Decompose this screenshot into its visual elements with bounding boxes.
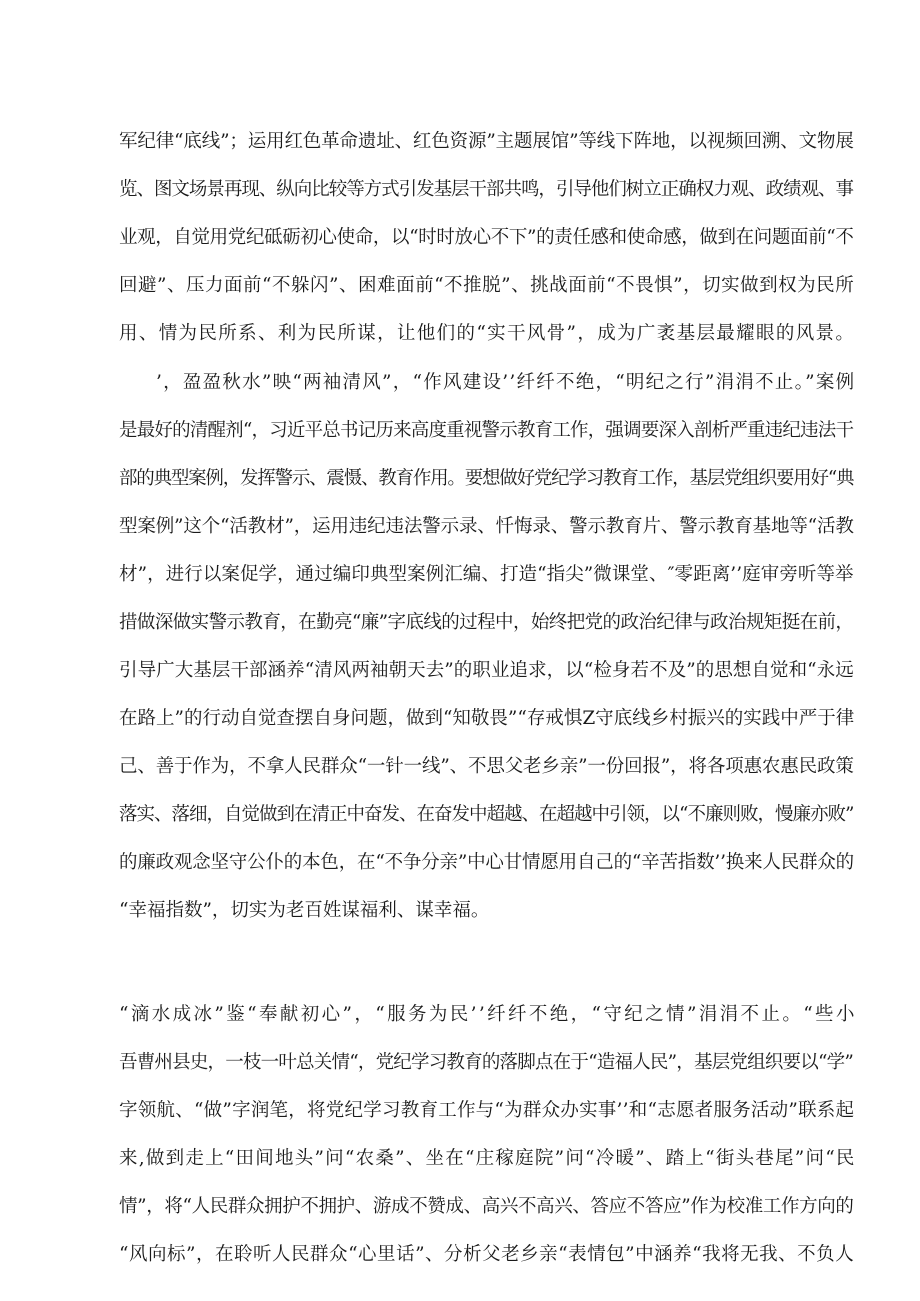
paragraph-3-line-2: 吾曹州县史，一枝一叶总关情“，党纪学习教育的落脚点在于“造福人民”，基层党组织要以“学” — [119, 1052, 853, 1073]
paragraph-3-line-5: 情”，将“人民群众拥护不拥护、游成不赞成、高兴不高兴、答应不答应”作为校准工作方向的 — [119, 1196, 854, 1217]
paragraph-3-line-1: “滴水成冰”鉴“奉献初心”，“服务为民’’纤纤不绝，“守纪之情”涓涓不止。“些小 — [119, 1004, 857, 1025]
paragraph-2-line-7: 引导广大基层干部涵养“清风两袖朝天去”的职业追求，以“检身若不及”的思想自觉和“永远 — [119, 660, 854, 681]
paragraph-1-line-2: 览、图文场景再现、纵向比较等方式引发基层干部共鸣，引导他们树立正确权力观、政绩观、事 — [119, 179, 853, 200]
paragraph-1-line-5: 用、情为民所系、利为民所谋，让他们的“实干风骨”，成为广袤基层最耀眼的风景。 — [119, 323, 856, 344]
paragraph-2-line-6: 措做深做实警示教育，在勤亮“廉”字底线的过程中，始终把党的政治纪律与政治规矩挺在前， — [119, 612, 854, 633]
paragraph-2-line-2: 是最好的清醒剂“，习近平总书记历来高度重视警示教育工作，强调要深入剖析严重违纪违法干 — [119, 420, 854, 441]
paragraph-2-line-5: 材”，进行以案促学，通过编印典型案例汇编、打造“指尖”微课堂、″零距离’’庭审旁听等举 — [119, 564, 854, 585]
paragraph-1-line-3: 业观，自觉用党纪砥砺初心使命，以“时时放心不下”的责任感和使命感，做到在问题面前“不 — [119, 227, 854, 248]
paragraph-1-line-1: 军纪律“底线”；运用红色革命遗址、红色资源”主题展馆”等线下阵地，以视频回溯、文物展 — [119, 131, 854, 152]
paragraph-3-line-3: 字领航、“做”字润笔，将党纪学习教育工作与“为群众办实事’’和“志愿者服务活动”联系起 — [119, 1100, 855, 1121]
paragraph-3-line-6: “风向标”，在聆听人民群众“心里话”、分析父老乡亲“表情包”中涵养“我将无我、不负人 — [119, 1244, 855, 1265]
paragraph-2-line-1: ’，盈盈秋水”映“两袖清风”，“作风建设’’纤纤不绝，“明纪之行”涓涓不止。”案例 — [156, 372, 856, 393]
paragraph-1-line-4: 回避”、压力面前“不躲闪”、困难面前“不推脱”、挑战面前“不畏惧”，切实做到权为民所 — [119, 275, 855, 296]
paragraph-2-line-12: “幸福指数”，切实为老百姓谋福利、谋幸福。 — [119, 900, 490, 921]
paragraph-2-line-4: 型案例”这个“活教材”，运用违纪违法警示录、忏悔录、警示教育片、警示教育基地等“活教 — [119, 516, 854, 537]
paragraph-2-line-10: 落实、落细，自觉做到在清正中奋发、在奋发中超越、在超越中引领，以“不廉则败，慢廉亦败” — [119, 804, 854, 825]
paragraph-2-line-11: 的廉政观念坚守公仆的本色，在“不争分亲”中心甘情愿用自己的“辛苦指数’’换来人民群众的 — [119, 852, 854, 873]
paragraph-3-line-4: 来,做到走上“田间地头”问“农桑”、坐在“庄稼庭院”问“冷暖”、踏上“街头巷尾”问“民 — [119, 1148, 856, 1169]
paragraph-2-line-3: 部的典型案例，发挥警示、震慑、教育作用。要想做好党纪学习教育工作，基层党组织要用好“典 — [119, 468, 854, 489]
paragraph-2-line-8: 在路上”的行动自觉查摆自身问题，做到“知敬畏”“存戒惧Z守底线乡村振兴的实践中严于律 — [119, 708, 855, 729]
paragraph-2-line-9: 己、善于作为，不拿人民群众“一针一线”、不思父老乡亲”一份回报”，将各项惠农惠民政策 — [119, 756, 854, 777]
